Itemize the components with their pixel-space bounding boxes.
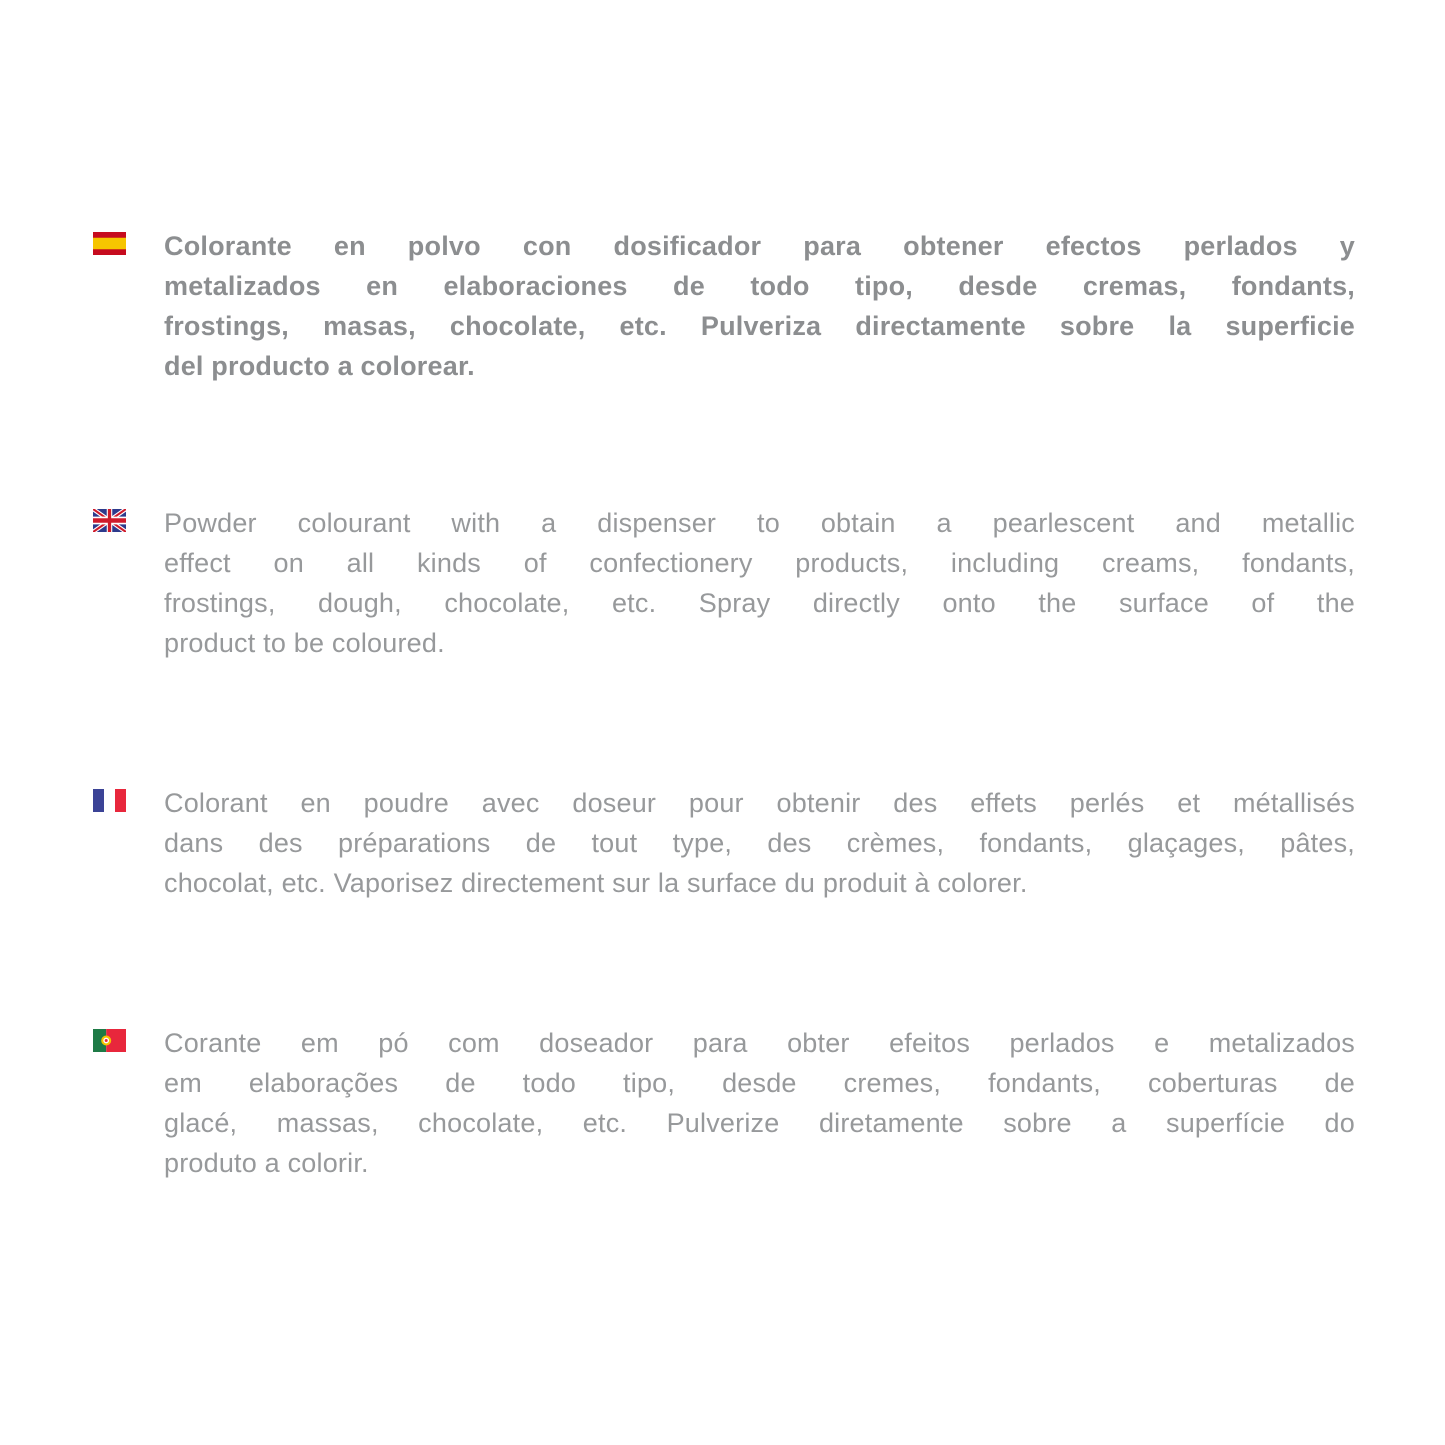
text-line: dans des préparations de tout type, des crèmes, fondants, glaçages, pâtes, [164,828,1355,858]
portugal-flag-icon [93,1029,126,1052]
text-line: del producto a colorear. [164,351,475,381]
text-line: metalizados en elaboraciones de todo tipo, desde cremas, fondants, [164,271,1355,301]
france-flag-icon [93,789,126,812]
lang-section-fr [93,783,1355,903]
text-line: produto a colorir. [164,1148,369,1178]
description-es [164,226,1355,386]
text-line: Powder colourant with a dispenser to obtain a pearlescent and metallic [164,508,1355,538]
lang-section-en [93,503,1355,663]
text-line: Colorante en polvo con dosificador para obtener efectos perlados y [164,231,1355,261]
lang-section-es [93,226,1355,386]
text-line: frostings, dough, chocolate, etc. Spray directly onto the surface of the [164,588,1355,618]
uk-flag-icon [93,509,126,532]
text-line: glacé, massas, chocolate, etc. Pulverize diretamente sobre a superfície do [164,1108,1355,1138]
text-line: chocolat, etc. Vaporisez directement sur la surface du produit à colorer. [164,868,1028,898]
text-line: Colorant en poudre avec doseur pour obtenir des effets perlés et métallisés [164,788,1355,818]
text-line: Corante em pó com doseador para obter efeitos perlados e metalizados [164,1028,1355,1058]
spain-flag-icon [93,232,126,255]
text-line: frostings, masas, chocolate, etc. Pulveriza directamente sobre la superficie [164,311,1355,341]
text-line: effect on all kinds of confectionery products, including creams, fondants, [164,548,1355,578]
description-pt [164,1023,1355,1183]
description-en [164,503,1355,663]
lang-section-pt [93,1023,1355,1183]
text-line: em elaborações de todo tipo, desde cremes, fondants, coberturas de [164,1068,1355,1098]
text-line: product to be coloured. [164,628,445,658]
description-fr [164,783,1355,903]
